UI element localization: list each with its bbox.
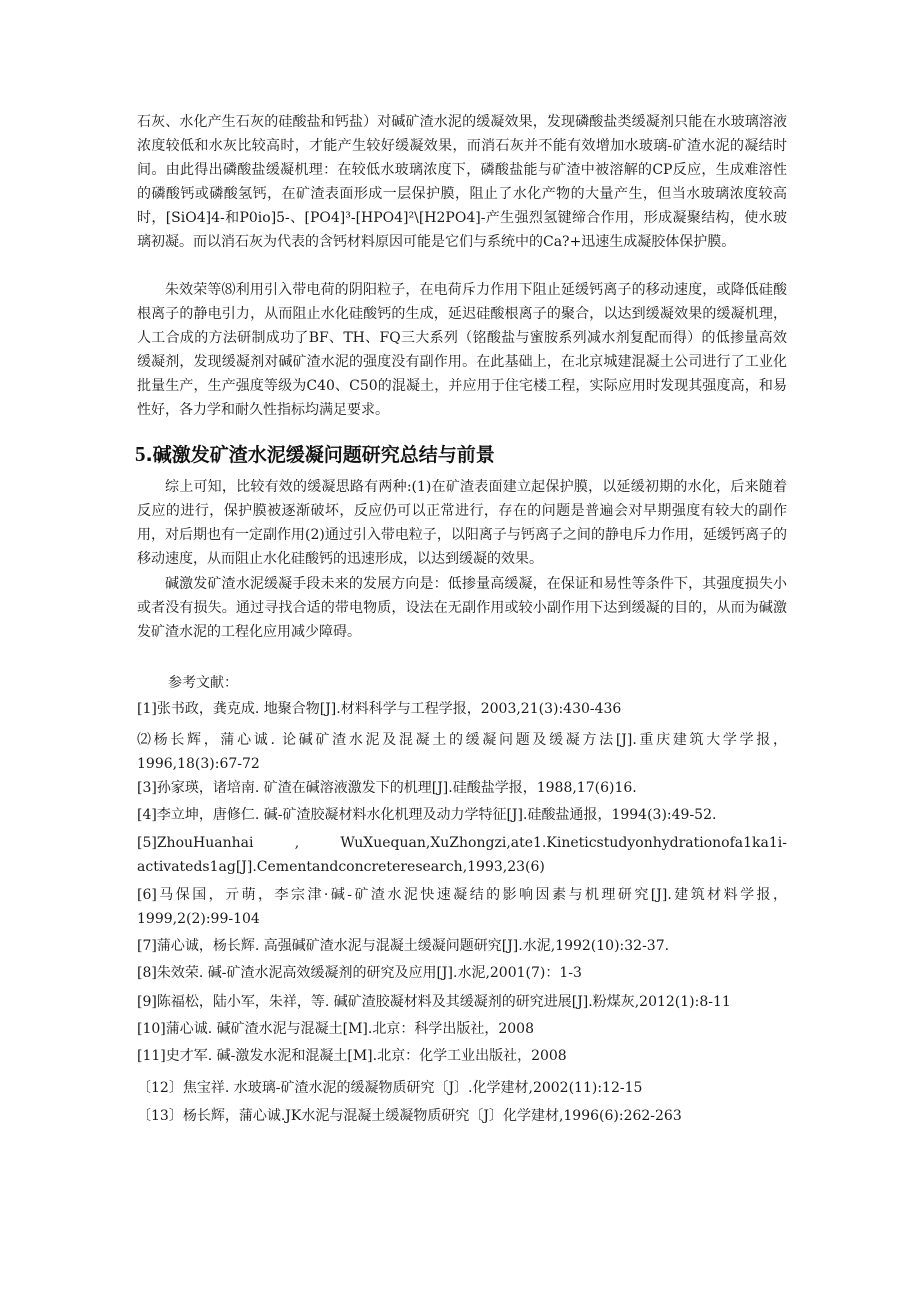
reference-item: [8]朱效荣. 碱-矿渣水泥高效缓凝剂的研究及应用[J].水泥,2001(7)：1-3: [137, 965, 582, 981]
body-paragraph: 碱激发矿渣水泥缓凝手段未来的发展方向是：低掺量高缓凝，在保证和易性等条件下，其强度损失小或者没有损失。通过寻找合适的带电物质，设法在无副作用或较小副作用下达到缓凝的目的，从而为碱激发矿渣水泥的工程化应用减少障碍。: [137, 576, 787, 640]
reference-item: [1]张书政，龚克成. 地聚合物[J].材料科学与工程学报，2003,21(3):430-436: [137, 701, 622, 717]
section-title: .碱激发矿渣水泥缓凝问题研究总结与前景: [145, 444, 495, 466]
section-heading: [135, 439, 785, 470]
reference-item: 〔13〕杨长辉，蒲心诚.JK水泥与混凝土缓凝物质研究〔J〕化学建材,1996(6):262-263: [137, 1108, 682, 1124]
body-paragraph: 石灰、水化产生石灰的硅酸盐和钙盐）对碱矿渣水泥的缓凝效果，发现磷酸盐类缓凝剂只能在水玻璃溶液浓度较低和水灰比较高时，才能产生较好缓凝效果，而消石灰并不能有效增加水玻璃-矿渣水泥的凝结时间。由此得出磷酸盐缓凝机理：在较低水玻璃浓度下，磷酸盐能与矿渣中被溶解的CP反应，生成难溶性的磷酸钙或磷酸氢钙，在矿渣表面形成一层保护膜，阻止了水化产物的大量产生，但当水玻璃浓度较高时，[SiO4]4-和P0io]5-、[PO4]³-[HPO4]²\[H2PO4]-产生强烈氢键缔合作用，形成凝聚结构，使水玻璃初凝。而以消石灰为代表的含钙材料原因可能是它们与系统中的Ca?+迅速生成凝胶体保护膜。: [137, 114, 787, 250]
body-paragraph: 综上可知，比较有效的缓凝思路有两种:(1)在矿渣表面建立起保护膜，以延缓初期的水化，后来随着反应的进行，保护膜被逐渐破坏，反应仍可以正常进行，存在的问题是普遍会对早期强度有较大的副作用，对后期也有一定副作用(2)通过引入带电粒子，以阳离子与钙离子之间的静电斥力作用，延缓钙离子的移动速度，从而阻止水化硅酸钙的迅速形成，以达到缓凝的效果。: [137, 479, 787, 567]
reference-item: [3]孙家瑛，诸培南. 矿渣在碱溶液激发下的机理[J].硅酸盐学报，1988,17(6)16.: [137, 780, 637, 796]
reference-item: [4]李立坤，唐修仁. 碱-矿渣胶凝材料水化机理及动力学特征[J].硅酸盐通报，1994(3):49-52.: [137, 807, 717, 823]
reference-item: [7]蒲心诚，杨长辉. 高强碱矿渣水泥与混凝土缓凝问题研究[J].水泥,1992(10):32-37.: [137, 938, 670, 954]
reference-item: [5]ZhouHuanhai , WuXuequan,XuZhongzi,ate1.Kineticstudyonhydrationofa1ka1i-activateds1ag[J].Cementandconcreteresearch,1993,23(6): [137, 835, 787, 875]
reference-item: ⑵杨长辉，蒲心诚. 论碱矿渣水泥及混凝土的缓凝问题及缓凝方法[J].重庆建筑大学学报，1996,18(3):67-72: [137, 732, 787, 772]
reference-item: [11]史才军. 碱-激发水泥和混凝土[M].北京：化学工业出版社，2008: [137, 1048, 567, 1064]
reference-item: [6]马保国，亓萌，李宗津·碱-矿渣水泥快速凝结的影响因素与机理研究[J].建筑材料学报，1999,2(2):99-104: [137, 887, 787, 927]
references-heading: 参考文献：: [168, 675, 238, 691]
body-paragraph: 朱效荣等⑻利用引入带电荷的阴阳粒子，在电荷斥力作用下阻止延缓钙离子的移动速度，或降低硅酸根离子的静电引力，从而阻止水化硅酸钙的生成，延迟硅酸根离子的聚合，以达到缓凝效果的缓凝机理，人工合成的方法研制成功了BF、TH、FQ三大系列（铭酸盐与蜜胺系列减水剂复配而得）的低掺量高效缓凝剂，发现缓凝剂对碱矿渣水泥的强度没有副作用。在此基础上，在北京城建混凝土公司进行了工业化批量生产，生产强度等级为C40、C50的混凝土，并应用于住宅楼工程，实际应用时发现其强度高，和易性好，各力学和耐久性指标均满足要求。: [137, 282, 787, 418]
reference-item: [10]蒲心诚. 碱矿渣水泥与混凝土[M].北京：科学出版社，2008: [137, 1021, 534, 1037]
reference-item: 〔12〕焦宝祥. 水玻璃-矿渣水泥的缓凝物质研究〔J〕.化学建材,2002(11):12-15: [137, 1080, 643, 1096]
section-number: 5: [135, 442, 146, 466]
reference-item: [9]陈福松，陆小军，朱祥，等. 碱矿渣胶凝材料及其缓凝剂的研究进展[J].粉煤灰,2012(1):8-11: [137, 994, 731, 1010]
